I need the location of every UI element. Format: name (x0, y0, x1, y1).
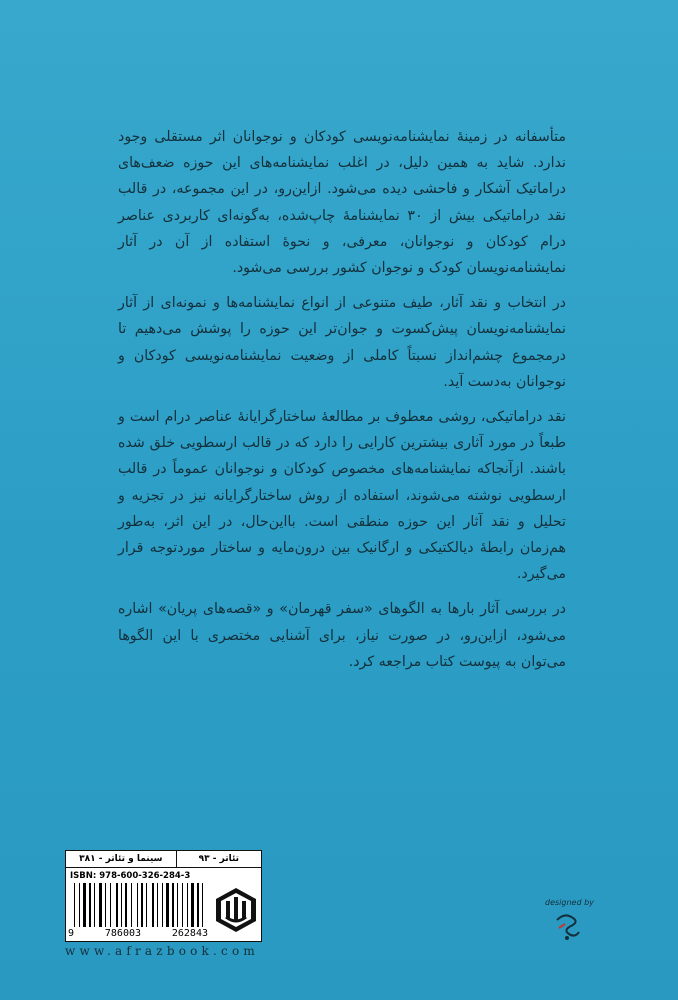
designer-label: designed by (545, 898, 594, 907)
blurb-text (118, 124, 566, 684)
series-number: تئاتر - ۹۳ (198, 854, 240, 864)
barcode-bars (66, 881, 208, 929)
publisher-website: www.afrazbook.com (65, 944, 259, 958)
afraz-logo-icon (214, 887, 258, 933)
designer-signature-icon (553, 910, 583, 942)
isbn-text: ISBN: 978-600-326-284-3 (70, 871, 191, 881)
barcode-panel (65, 850, 262, 942)
barcode-digit-3: 262843 (171, 928, 208, 939)
barcode-digit-2: 786003 (104, 928, 142, 939)
blurb-paragraph-1: متأسفانه در زمینۀ نمایشنامه‌نویسی کودکان و نوجوانان اثر مستقلی وجود ندارد. شاید به همین دلیل، در اغلب نمایشنامه‌های این حوزه ضعف‌های دراماتیک آشکار و فاحشی دیده می‌شود. ازاین‌رو، در این مجموعه، در قالب نقد دراماتیکی بیش از ۳۰ نمایشنامۀ چاپ‌شده، به‌گونه‌ای کاربردی عناصر درام کودکان و نوجوانان، معرفی، و نحوۀ استفاده از آن در آثار نمایشنامه‌نویسان کودک و نوجوان کشور بررسی می‌شود. (118, 129, 566, 277)
designer-credit (545, 898, 595, 948)
barcode-digit-1: 9 (68, 928, 75, 939)
blurb-paragraph-2: در انتخاب و نقد آثار، طیف متنوعی از انواع نمایشنامه‌ها و نمونه‌ای از آثار نمایشنامه‌نویسان پیش‌کسوت و جوان‌تر این حوزه را پوشش می‌دهیم تا درمجموع چشم‌انداز نسبتاً کاملی از وضعیت نمایشنامه‌نویسی کودکان و نوجوانان به‌دست آید. (118, 295, 566, 390)
series-label: سینما و تئاتر - ۳۸۱ (66, 851, 177, 867)
barcode-digits (68, 928, 208, 939)
barcode (66, 881, 208, 941)
blurb-paragraph-4: در بررسی آثار بارها به الگوهای «سفر قهرمان» و «قصه‌های پریان» اشاره می‌شود، ازاین‌رو، در صورت نیاز، برای آشنایی مختصری با این الگوها می‌توان به پیوست کتاب مراجعه کرد. (118, 601, 566, 670)
blurb-paragraph-3: نقد دراماتیکی، روشی معطوف بر مطالعۀ ساختارگرایانۀ عناصر درام است و طبعاً در مورد آثاری بیشترین کارایی را دارد که در قالب ارسطویی خلق شده باشند. ازآنجاکه نمایشنامه‌های مخصوص کودکان و نوجوانان عموماً در قالب ارسطویی نوشته می‌شوند، استفاده از روش ساختارگرایانه نیز در تجزیه و تحلیل و نقد آثار این حوزه منطقی است. بااین‌حال، در این اثر، به‌طور هم‌زمان رابطۀ دیالکتیکی و ارگانیک بین درون‌مایه و ساختار موردتوجه قرار می‌گیرد. (118, 409, 566, 583)
series-row (66, 851, 261, 868)
